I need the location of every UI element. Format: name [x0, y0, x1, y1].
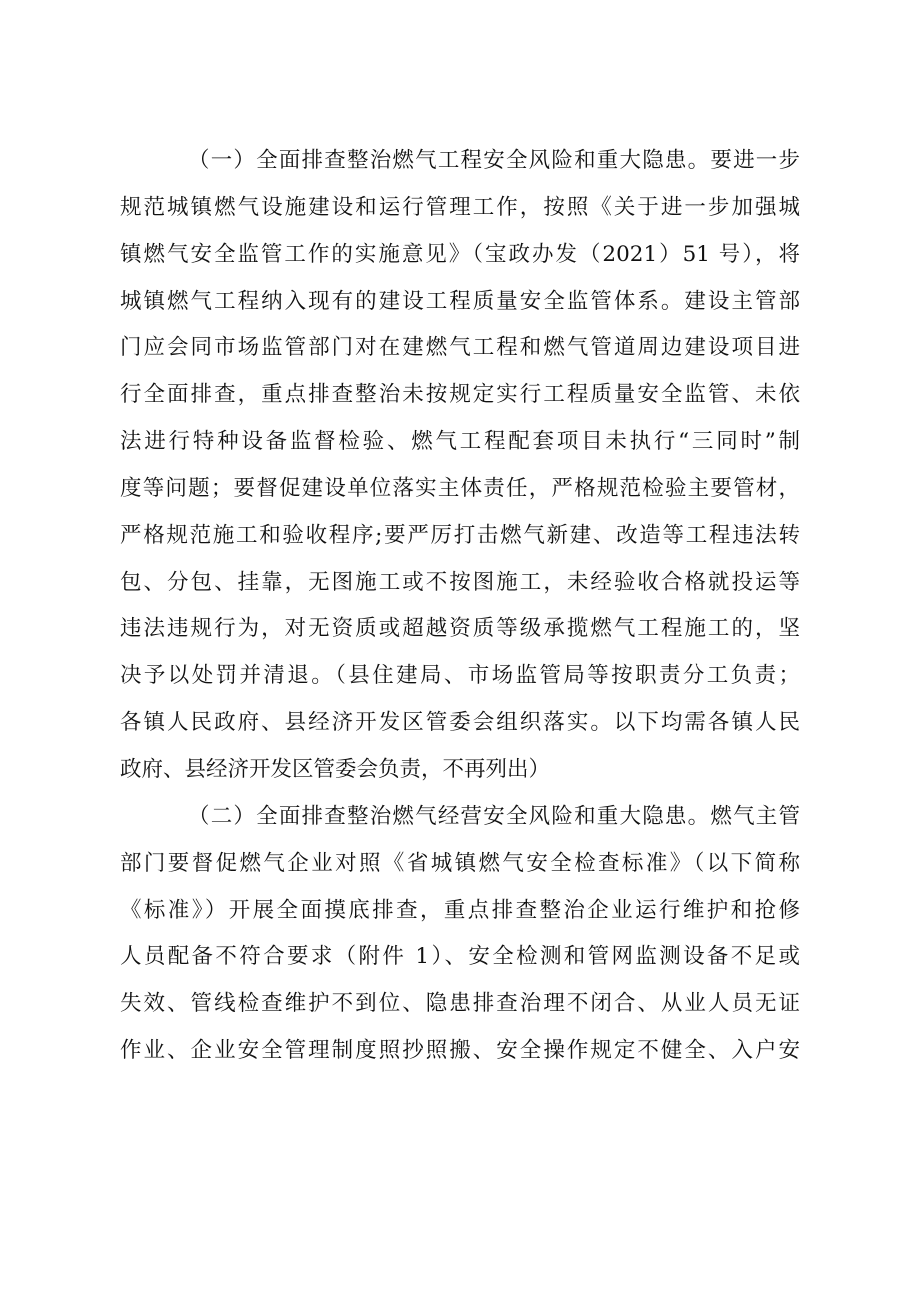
paragraph-line: 包、分包、挂靠，无图施工或不按图施工，未经验收合格就投运等	[120, 569, 800, 595]
paragraph-line: 镇燃气安全监管工作的实施意见》（宝政办发（2021）51 号），将	[120, 241, 800, 267]
paragraph-line: 部门要督促燃气企业对照《省城镇燃气安全检查标准》（以下简称	[120, 850, 800, 876]
paragraph-line: 各镇人民政府、县经济开发区管委会组织落实。以下均需各镇人民	[120, 710, 800, 736]
paragraph-line: （二）全面排查整治燃气经营安全风险和重大隐患。燃气主管	[188, 803, 800, 829]
paragraph-line: 行全面排查，重点排查整治未按规定实行工程质量安全监管、未依	[120, 382, 800, 408]
paragraph-line: 《标准》）开展全面摸底排查，重点排查整治企业运行维护和抢修	[120, 897, 800, 923]
paragraph-line: 法进行特种设备监督检验、燃气工程配套项目未执行“三同时”制	[120, 429, 800, 455]
paragraph-line: 失效、管线检查维护不到位、隐患排查治理不闭合、从业人员无证	[120, 991, 800, 1017]
paragraph-line: 严格规范施工和验收程序;要严厉打击燃气新建、改造等工程违法转	[120, 522, 800, 548]
paragraph-2	[120, 794, 800, 1075]
paragraph-line: 城镇燃气工程纳入现有的建设工程质量安全监管体系。建设主管部	[120, 288, 800, 314]
paragraph-line: 决予以处罚并清退。（县住建局、市场监管局等按职责分工负责；	[120, 663, 800, 689]
paragraph-line: 政府、县经济开发区管委会负责，不再列出）	[120, 756, 551, 782]
paragraph-1	[120, 138, 800, 794]
paragraph-line: 规范城镇燃气设施建设和运行管理工作，按照《关于进一步加强城	[120, 194, 800, 220]
paragraph-line: 违法违规行为，对无资质或超越资质等级承揽燃气工程施工的，坚	[120, 616, 800, 642]
paragraph-line: 度等问题；要督促建设单位落实主体责任，严格规范检验主要管材，	[120, 475, 800, 501]
paragraph-line: 作业、企业安全管理制度照抄照搬、安全操作规定不健全、入户安	[120, 1038, 800, 1064]
paragraph-line: （一）全面排查整治燃气工程安全风险和重大隐患。要进一步	[188, 148, 800, 173]
paragraph-line: 人员配备不符合要求（附件 1）、安全检测和管网监测设备不足或	[120, 944, 800, 970]
paragraph-line: 门应会同市场监管部门对在建燃气工程和燃气管道周边建设项目进	[120, 335, 800, 361]
document-body	[120, 138, 800, 1075]
